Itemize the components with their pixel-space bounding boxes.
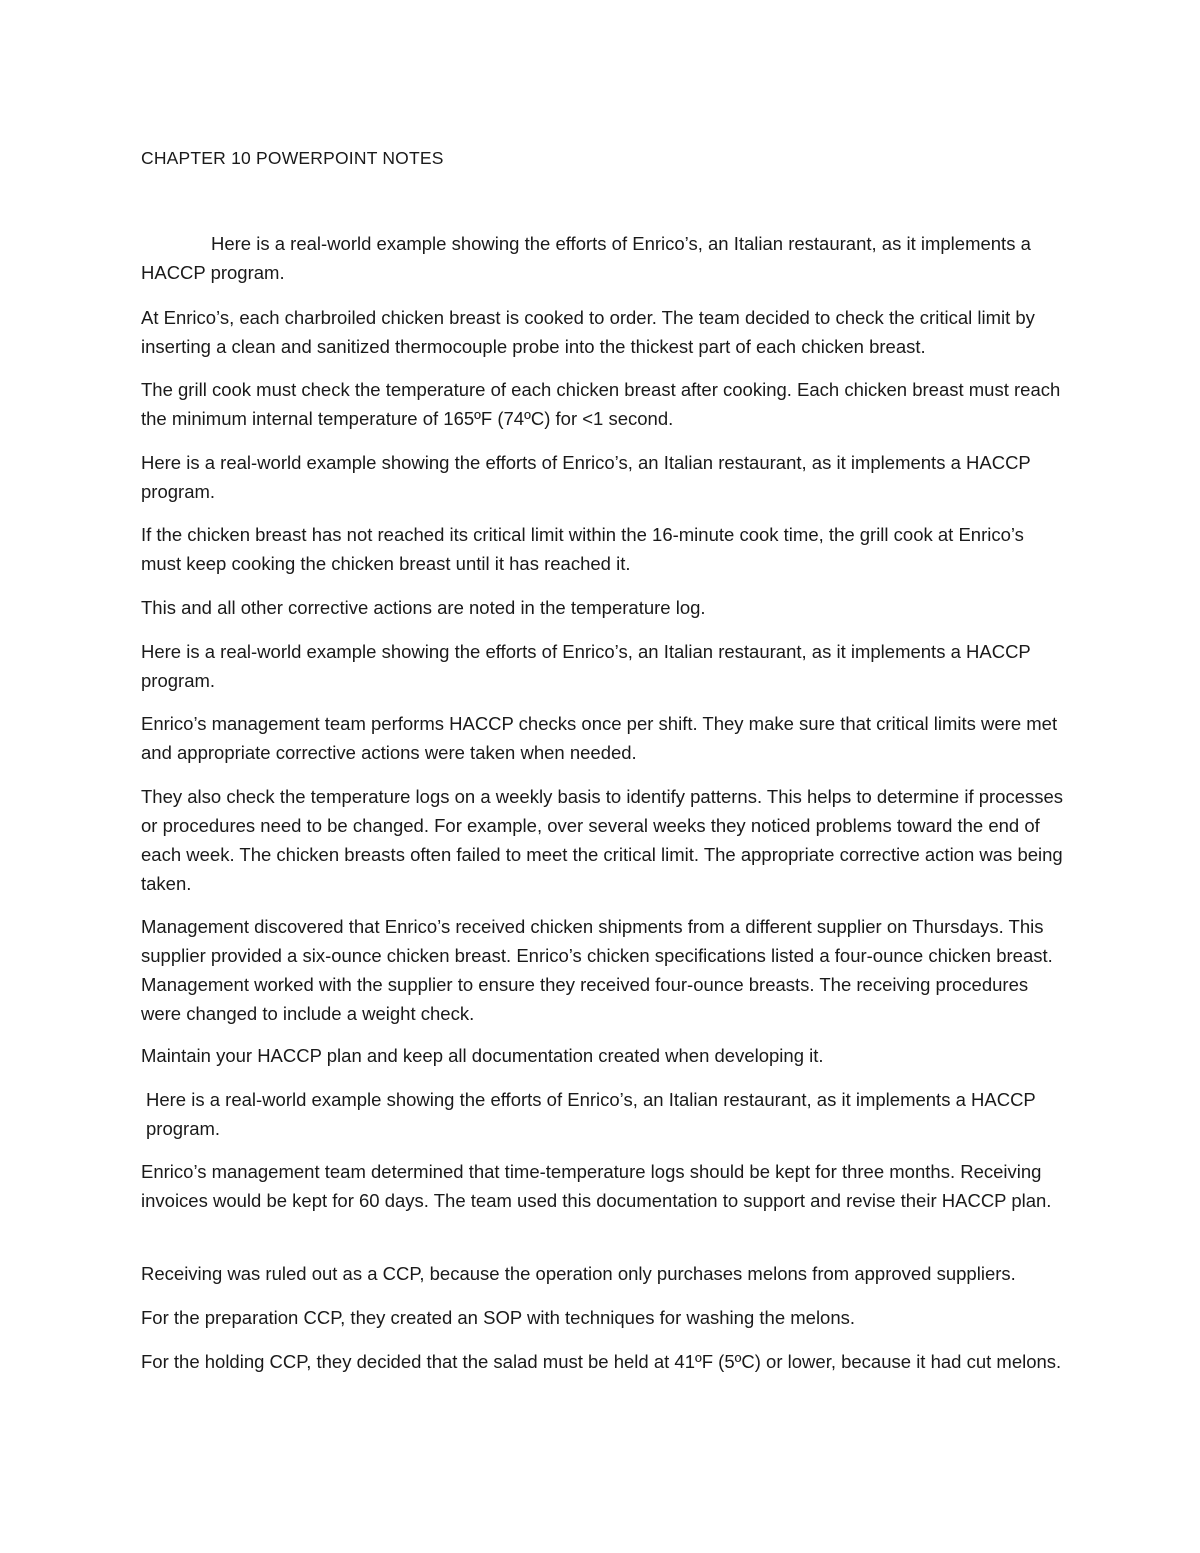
paragraph-intro-4: Here is a real-world example showing the efforts of Enrico’s, an Italian restaurant, as it implements a HACCP program.	[146, 1089, 1036, 1139]
paragraph-corrective-log: This and all other corrective actions are noted in the temperature log.	[141, 597, 706, 618]
document-title: CHAPTER 10 POWERPOINT NOTES	[141, 148, 444, 168]
paragraph-preparation-ccp: For the preparation CCP, they created an SOP with techniques for washing the melons.	[141, 1307, 856, 1328]
paragraph-grill-temperature: The grill cook must check the temperature of each chicken breast after cooking. Each chicken breast must reach the minimum internal temperature of 165ºF (74ºC) for <1 second.	[141, 379, 1061, 429]
paragraph-cooking-check: At Enrico’s, each charbroiled chicken breast is cooked to order. The team decided to check the critical limit by inserting a clean and sanitized thermocouple probe into the thickest part of each chicken breast.	[141, 307, 1035, 357]
paragraph-weekly-logs: They also check the temperature logs on a weekly basis to identify patterns. This helps to determine if processes or procedures need to be changed. For example, over several weeks they noticed problems toward the end of each week. The chicken breasts often failed to meet the critical limit. The appropriate corrective action was being taken.	[141, 786, 1064, 894]
paragraph-documentation-retention: Enrico’s management team determined that time-temperature logs should be kept for three months. Receiving invoices would be kept for 60 days. The team used this documentation to support and revise their HACCP plan.	[141, 1161, 1052, 1211]
paragraph-intro-2: Here is a real-world example showing the efforts of Enrico’s, an Italian restaurant, as it implements a HACCP program.	[141, 452, 1031, 502]
paragraph-management-checks: Enrico’s management team performs HACCP checks once per shift. They make sure that critical limits were met and appropriate corrective actions were taken when needed.	[141, 713, 1058, 763]
paragraph-supplier-discovery: Management discovered that Enrico’s received chicken shipments from a different supplier on Thursdays. This supplier provided a six-ounce chicken breast. Enrico’s chicken specifications listed a four-ounce chicken breast. Management worked with the supplier to ensure they received four-ounce breasts. The receiving procedures were changed to include a weight check.	[141, 916, 1053, 1024]
paragraph-receiving-ccp: Receiving was ruled out as a CCP, because the operation only purchases melons from approved suppliers.	[141, 1263, 1016, 1284]
paragraph-critical-limit: If the chicken breast has not reached its critical limit within the 16-minute cook time, the grill cook at Enrico’s must keep cooking the chicken breast until it has reached it.	[141, 524, 1024, 574]
paragraph-intro-3: Here is a real-world example showing the efforts of Enrico’s, an Italian restaurant, as it implements a HACCP program.	[141, 641, 1031, 691]
paragraph-maintain-plan: Maintain your HACCP plan and keep all documentation created when developing it.	[141, 1045, 824, 1066]
paragraph-intro-1: Here is a real-world example showing the efforts of Enrico’s, an Italian restaurant, as it implements a HACCP program.	[141, 233, 1031, 283]
paragraph-holding-ccp: For the holding CCP, they decided that the salad must be held at 41ºF (5ºC) or lower, because it had cut melons.	[141, 1351, 1062, 1372]
